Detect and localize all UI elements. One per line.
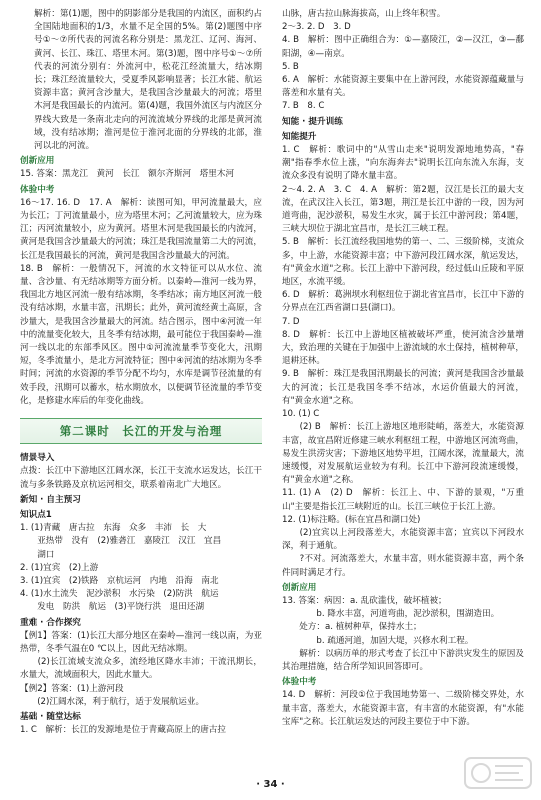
- section-heading-intro: 情景导入: [20, 453, 55, 464]
- section-heading-ability-sub: 知能提升: [282, 131, 317, 142]
- section-heading-innovation: 创新应用: [20, 156, 55, 167]
- example-2-line-2: (2)江阔水深，利于航行，适于发展航运业。: [20, 696, 205, 707]
- answer-13b: b. 降水丰富，河道弯曲，泥沙淤积，围湖造田。: [282, 609, 500, 620]
- answer-13d: b. 疏通河道，加固大堤，兴修水利工程。: [282, 635, 474, 646]
- ability-answer-9: 9. B 解析：珠江是我国汛期最长的河流；黄河是我国含沙量最大的河流；长江是我国冬季不结冰，水运价值最大的河流，有"黄金水道"之称。: [282, 369, 524, 406]
- intro-text: 点拨：长江中下游地区江阔水深，长江干支流水运发达，长江干流与多条铁路及京杭运河相交，联系着南北广大地区。: [20, 466, 262, 490]
- ability-answer-10a: 10. (1) C: [282, 409, 320, 420]
- k1-line-2: 亚热带 没有 (2)雅砻江 嘉陵江 汉江 宜昌: [20, 536, 222, 547]
- basic-answer-1: 1. C 解析：长江的发源地是位于青藏高原上的唐古拉: [20, 725, 226, 736]
- answer-14: 14. D 解析：河段①位于我国地势第一、二级阶梯交界处，水量丰富，落差大，水能资源丰富，有丰富的水能资源，有"水能宝库"之称。长江航运发达的河段主要位于中下游。: [282, 690, 524, 727]
- k2-line-2: 4. (1)水土流失 泥沙淤积 水污染 (2)防洪 航运: [20, 589, 219, 600]
- k2-line-1: 3. (1)宜宾 (2)铁路 京杭运河 内地 沿海 南北: [20, 575, 219, 586]
- ability-answer-12a: 12. (1)标注略。(标在宜昌和湖口处): [282, 514, 421, 525]
- example-1-line-1: 【例1】答案：(1)长江大部分地区在秦岭—淮河一线以南，为亚热带，冬季气温在0 ℃以上，因此无结冰期。: [20, 630, 262, 654]
- answer-13a: 13. 答案：病因：a. 乱砍滥伐，破坏植被；: [282, 595, 447, 606]
- section-heading-exam: 体验中考: [20, 184, 55, 195]
- ability-answer-5: 5. B 解析：长江流经我国地势的第一、二、三级阶梯，支流众多，中上游，水能资源丰富；中下游河段江阔水深，航运发达，有"黄金水道"之称。长江上游中下游河段，经过低山丘陵和平原地区，水流平缓。: [282, 237, 524, 288]
- section-heading-ability: 知能 · 提升训练: [282, 116, 343, 127]
- right-line-4: 4. B 解析：图中正确组合为：①—嘉陵江，②—汉江，③—鄱阳湖，④—南京。: [282, 35, 524, 59]
- right-line-5: 5. B: [282, 61, 299, 72]
- right-line-6: 6. A 解析：水能资源主要集中在上游河段，水能资源蕴藏量与落差和水量有关。: [282, 75, 524, 99]
- ability-answer-7: 7. D: [282, 316, 300, 327]
- answer-analysis-1: 解析：第(1)题，图中的阴影部分是我国的内流区，面积约占全国陆地面积的1/3，水量不足全国的5%。第(2)题图中序号①～⑦所代表的河流名称分别是：黑龙江、辽河、海河、黄河、长江、珠江、塔里木河。第(3)题，图中序号①～⑦所代表的河流分别有：外流河中，松花江经流量大，结冰期长；珠江经流量较大，受夏季风影响显著；长江水能、航运资源丰富；黄河含沙量大，是我国含沙量最大的河流；塔里木河是我国最长的内流河。第(4)题，我国外流区与内流区分界线大致是一条南北走向的河流流域分界线的北部是黄河流域，没有结冰期；淮河是位于淮河北面的分界线的北部，淮河以北的河流。: [34, 9, 262, 152]
- answer-18: 18. B 解析：一般情况下，河流的水文特征可以从水位、流量、含沙量、有无结冰期等方面分析。以秦岭—淮河一线为界，我国北方地区河流一般有结冰期，冬季结冰；南方地区河流一般没有结冰期，水量丰富，汛期长；此外，黄河流经黄土高原，含沙量大，是我国含沙量最大的河流。结合图示，图中④河流一年中的流量变化较大，且冬季有结冰期，最可能位于我国秦岭—淮河一线以北的东部季风区。图中①河流流量季节变化大，汛期短，冬季流量小，是北方河流特征；图中④河流的结冰期为冬季时间；河流的水资源的季节分配不均匀，水库是调节径流量的有效手段，汛期可以蓄水，枯水期放水，以便调节径流量的季节变化，是修建水库后的年变化曲线。: [20, 263, 262, 406]
- section-heading-preview: 新知 · 自主预习: [20, 494, 81, 505]
- answer-13c: 处方：a. 植树种草，保持水土；: [282, 622, 422, 633]
- k1-line-3: 湖口: [20, 549, 55, 560]
- lesson-banner: 第二课时 长江的开发与治理: [20, 418, 262, 444]
- ability-answer-11: 11. (1) A (2) D 解析：长江上、中、下游的景观，"万重山"主要是指长江三峡附近的山。长江三峡位于长江上游。: [282, 488, 524, 512]
- page-number: · 34 ·: [256, 779, 285, 790]
- k1-line-1: 1. (1)青藏 唐古拉 东海 众多 丰沛 长 大: [20, 523, 207, 534]
- ability-answer-8: 8. D 解析：长江中上游地区植被破坏严重，使河流含沙量增大，致治理的关键在于加强中上游流域的水土保持，植树种草，退耕还林。: [282, 329, 524, 367]
- example-1-line-2: (2)长江流域支流众多，流经地区降水丰沛；干流汛期长，水量大，流域面积大，因此水量大。: [20, 657, 262, 681]
- answer-15: 15. 答案：黑龙江 黄河 长江 额尔齐斯河 塔里木河: [20, 169, 235, 180]
- example-2-line-1: 【例2】答案：(1)上游河段: [20, 683, 124, 694]
- section-heading-exam-2: 体验中考: [282, 677, 317, 688]
- ability-answer-12b: (2)宜宾以上河段落差大，水能资源丰富；宜宾以下河段水深，利于通航。: [282, 527, 524, 552]
- right-line-7: 7. B 8. C: [282, 101, 325, 112]
- k2-line-3: 发电 防洪 航运 (3)平饶行洪 退田还湖: [20, 602, 205, 613]
- watermark-stamp-icon: [463, 754, 533, 792]
- ability-answer-10b: (2) B 解析：长江上游地区地形陡峭，落差大，水能资源丰富，故宜昌附近修建三峡水利枢纽工程，中游地区河流弯曲，易发生洪涝灾害；下游地区地势平坦，江阔水深，流量最大，流速缓慢，对发展航运业较为有利。长江中下游河段流速缓慢，有"黄金水道"之称。: [282, 422, 524, 486]
- section-heading-team: 重难 · 合作探究: [20, 617, 81, 628]
- ability-answer-1: 1. C 解析：歌词中的"从雪山走来"说明发源地地势高，"春潮"指春季水位上涨，"向东海奔去"说明长江向东流入东海，支流众多没有说明了降水量丰富。: [282, 145, 524, 182]
- right-line-1: 山脉，唐古拉山脉海拔高，山上终年积雪。: [282, 9, 446, 19]
- document-page: [20, 8, 524, 778]
- ability-answer-6: 6. D 解析：葛洲坝水利枢纽位于湖北省宜昌市，长江中下游的分界点在江西省湖口县(湖口)。: [282, 290, 524, 314]
- left-column: [20, 8, 262, 737]
- right-column: [282, 8, 524, 729]
- knowledge-point-1: 知识点1: [20, 509, 52, 520]
- ability-answer-12c: ?不对。河流落差大，水量丰富，则水能资源丰富，两个条件同时满足才行。: [282, 554, 524, 578]
- section-heading-basic: 基础 · 随堂达标: [20, 711, 81, 722]
- k1-line-4: 2. (1)宜宾 (2)上游: [20, 562, 99, 573]
- section-heading-innovation-2: 创新应用: [282, 582, 317, 593]
- answer-16-17: 16～17. 16. D 17. A 解析：读图可知，甲河流量最大，应为长江；丁河流量最小，应为塔里木河；乙河流量较大，应为珠江；丙河流量较小，应为黄河。塔里木河是我国最长的内流河，黄河是我国含沙量最大的河流；珠江是我国流量第二大的河流，长江是我国最长的河流，黄河是我国含沙量最大的河流。: [20, 197, 262, 261]
- ability-answer-2-4: 2～4. 2. A 3. C 4. A 解析：第2题，汉江是长江的最大支流，在武汉注入长江，第3题，荆江是长江中游的一段，因为河道弯曲，泥沙淤积，易发生水灾，属于长江中游河段；第4题，三峡大坝位于湖北宜昌市，是长江三峡工程。: [282, 184, 524, 235]
- answer-13e: 解析：以病历单的形式考查了长江中下游洪灾发生的原因及其治理措施，结合所学知识回答即可。: [282, 648, 524, 672]
- right-line-2: 2～3. 2. D 3. D: [282, 22, 351, 33]
